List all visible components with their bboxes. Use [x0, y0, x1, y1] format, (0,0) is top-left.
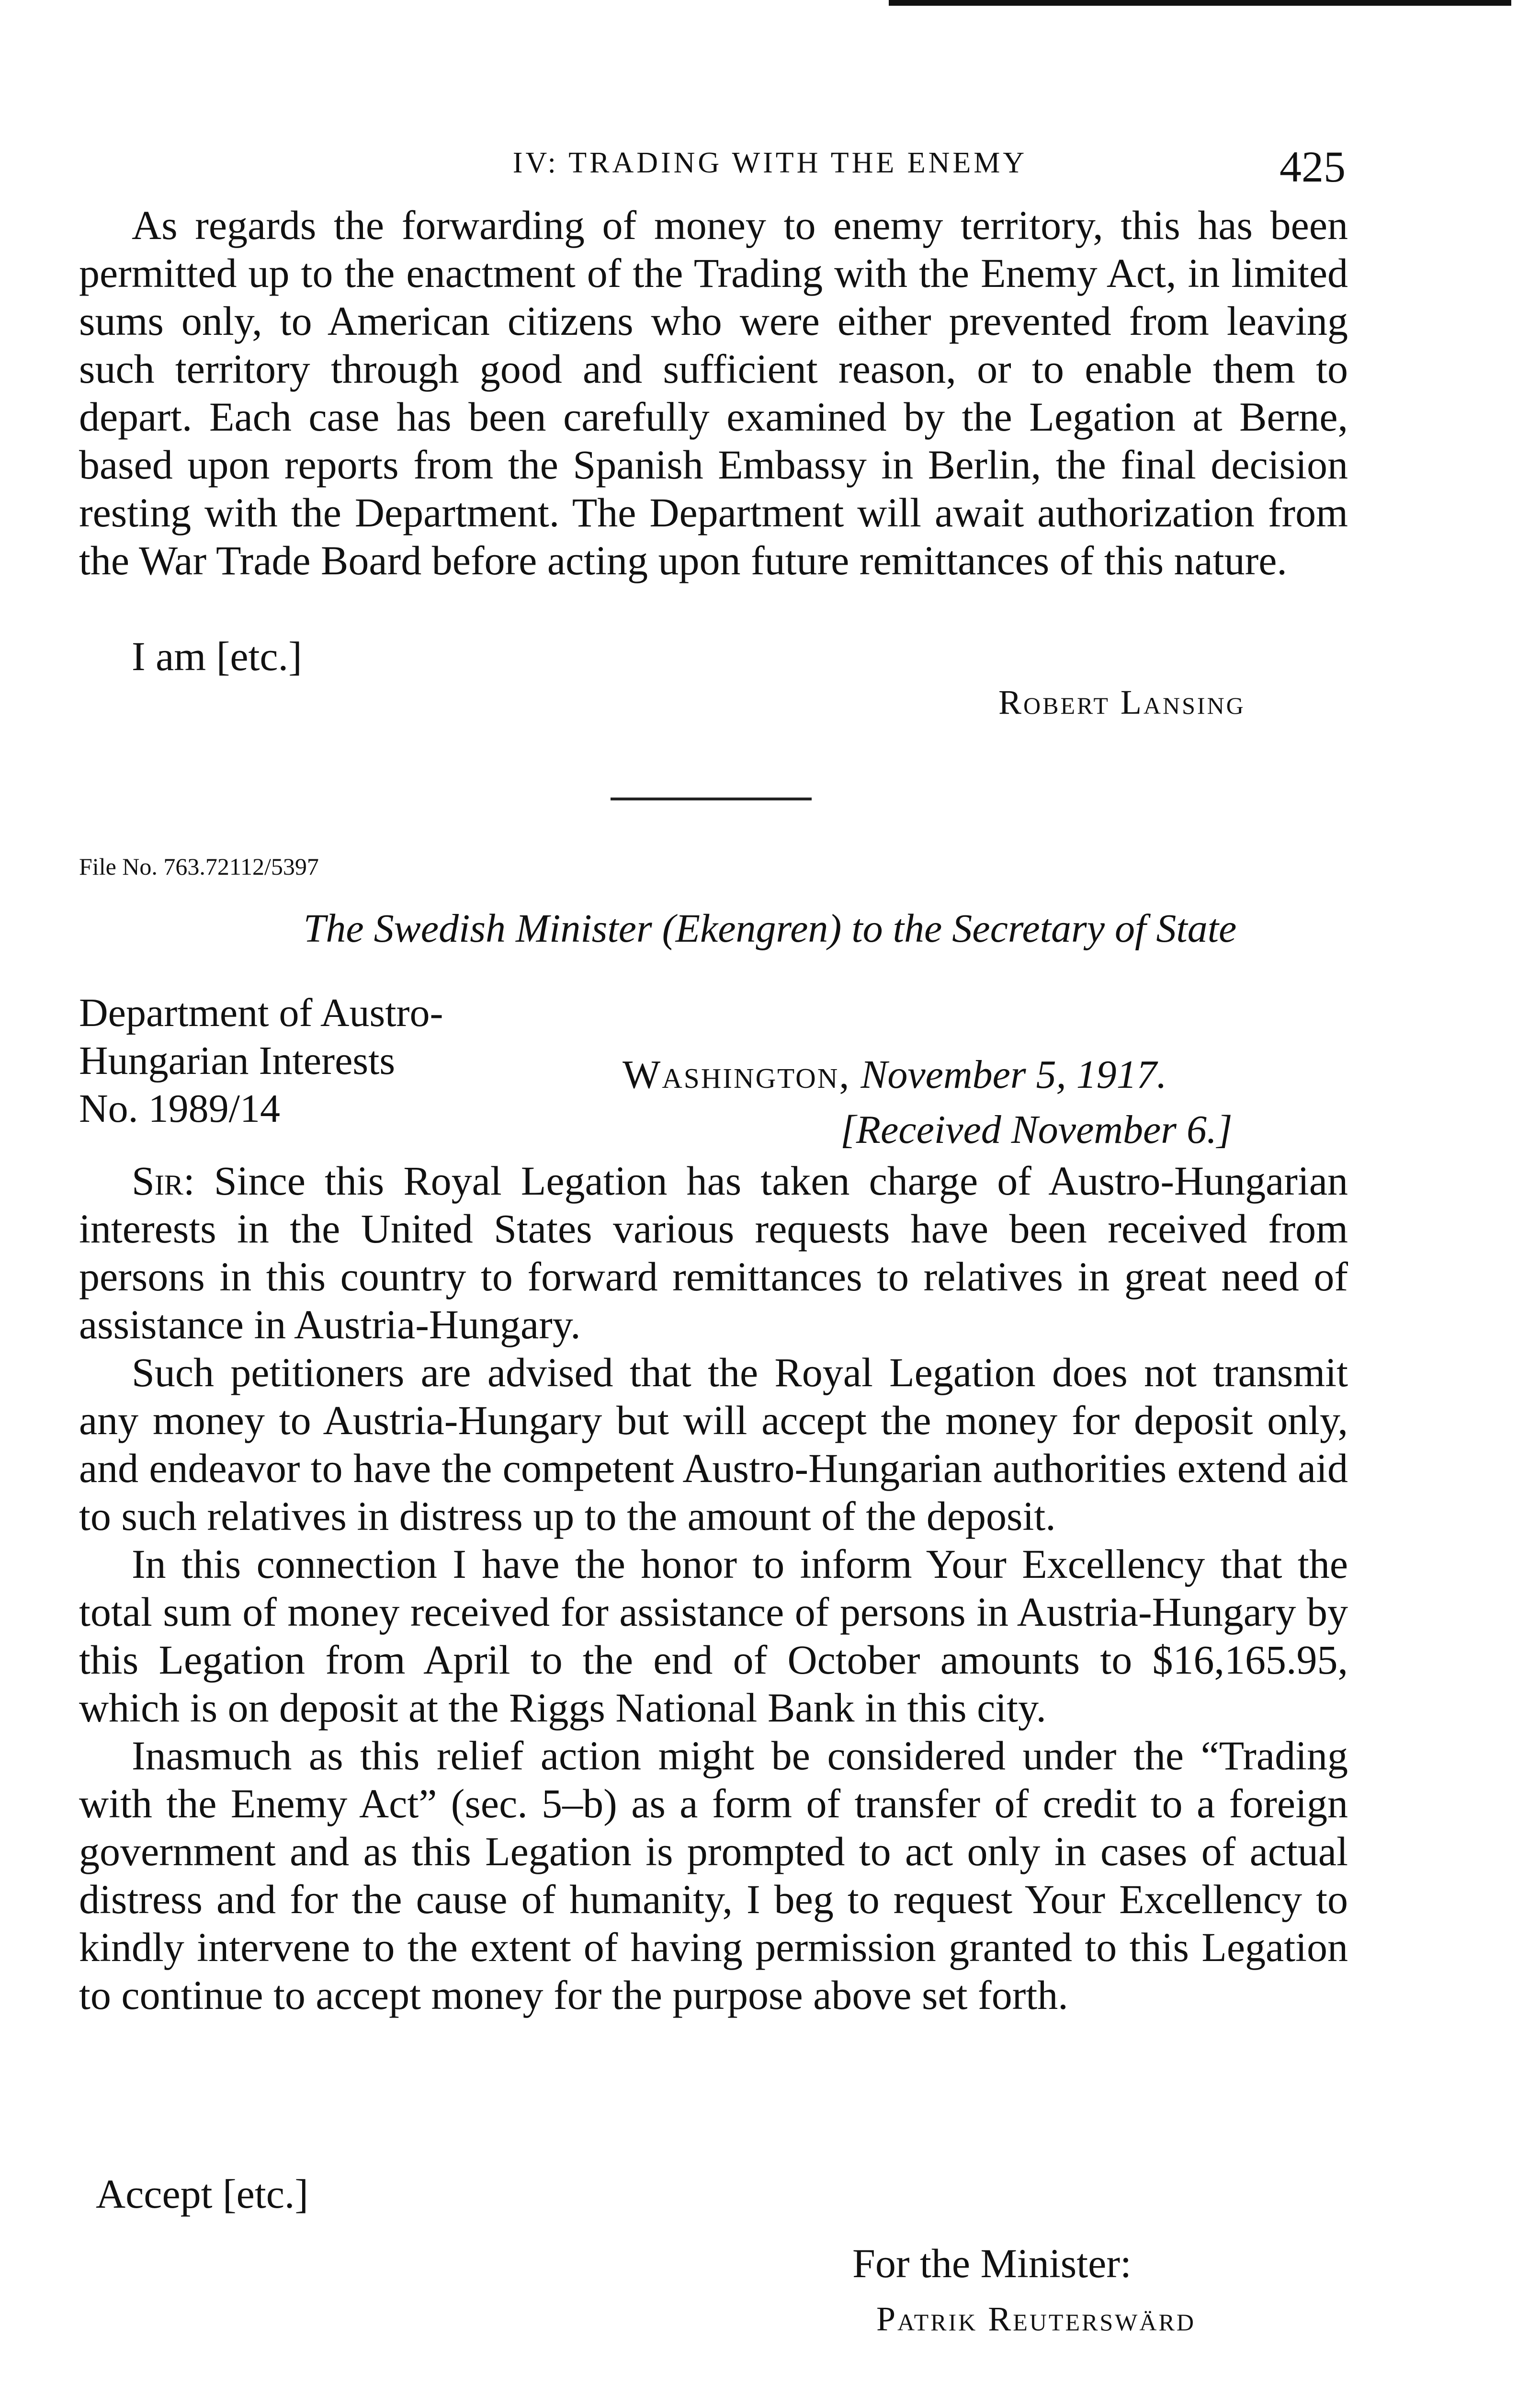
dateline-place: Washington, — [623, 1052, 851, 1097]
document-title: The Swedish Minister (Ekengren) to the Secretary of State — [303, 906, 1237, 951]
department-line-1: Department of Austro- — [79, 991, 443, 1035]
top-edge-rule — [889, 0, 1511, 6]
letter2-signature: Patrik Reuterswärd — [876, 2300, 1196, 2338]
department-line-3: No. 1989/14 — [79, 1086, 280, 1131]
letter2-paragraph-2: Such petitioners are advised that the Royal Legation does not transmit any money to Austria-Hungary but will accept the money for deposit only, and endeavor to have the competent Austro-Hungarian authorities extend aid to such relatives in distress up to the amount of the deposit. — [79, 1349, 1348, 1539]
dateline — [623, 1051, 1167, 1098]
letter2-paragraph-4: Inasmuch as this relief action might be considered under the “Trading with the Enemy Act” (sec. 5–b) as a form of transfer of credit to a foreign government and as this Legation is prompted to act only in cases of actual distress and for the cause of humanity, I beg to request Your Excellency to kindly intervene to the extent of having permission granted to this Legation to continue to accept money for the purpose above set forth. — [79, 1733, 1348, 2018]
letter1-closing: I am [etc.] — [132, 633, 302, 679]
running-head: IV: TRADING WITH THE ENEMY — [512, 147, 1028, 179]
letter2-body — [79, 1157, 1348, 2019]
for-the-minister: For the Minister: — [852, 2240, 1132, 2286]
dateline-date: November 5, 1917. — [861, 1052, 1167, 1097]
salutation: Sir: — [132, 1158, 195, 1204]
letter2-paragraph-1-text: Since this Royal Legation has taken charge of Austro-Hungarian interests in the United States various requests have been received from persons in this country to forward remittances to relatives in great need of assistance in Austria-Hungary. — [79, 1158, 1348, 1347]
letter1-paragraph: As regards the forwarding of money to enemy territory, this has been permitted up to the enactment of the Trading with the Enemy Act, in limited sums only, to American citizens who were either prevented from leaving such territory through good and sufficient reason, or to enable them to depart. Each case has been carefully examined by the Legation at Berne, based upon reports from the Spanish Embassy in Berlin, the final decision resting with the Department. The Department will await authorization from the War Trade Board before acting upon future remittances of this nature. — [79, 202, 1348, 583]
page-number: 425 — [1280, 142, 1346, 191]
department-block — [79, 989, 443, 1133]
letter1-body — [79, 201, 1348, 584]
letter2-paragraph-1 — [79, 1157, 1348, 1348]
letter1-signature: Robert Lansing — [998, 683, 1246, 721]
file-number: File No. 763.72112/5397 — [79, 853, 319, 880]
received-date: [Received November 6.] — [840, 1107, 1233, 1152]
section-divider — [611, 798, 812, 800]
letter2-paragraph-3: In this connection I have the honor to inform Your Excellency that the total sum of money received for assistance of persons in Austria-Hungary by this Legation from April to the end of October amounts to $16,165.95, which is on deposit at the Riggs National Bank in this city. — [79, 1541, 1348, 1731]
letter2-closing: Accept [etc.] — [96, 2171, 309, 2217]
department-line-2: Hungarian Interests — [79, 1038, 396, 1083]
